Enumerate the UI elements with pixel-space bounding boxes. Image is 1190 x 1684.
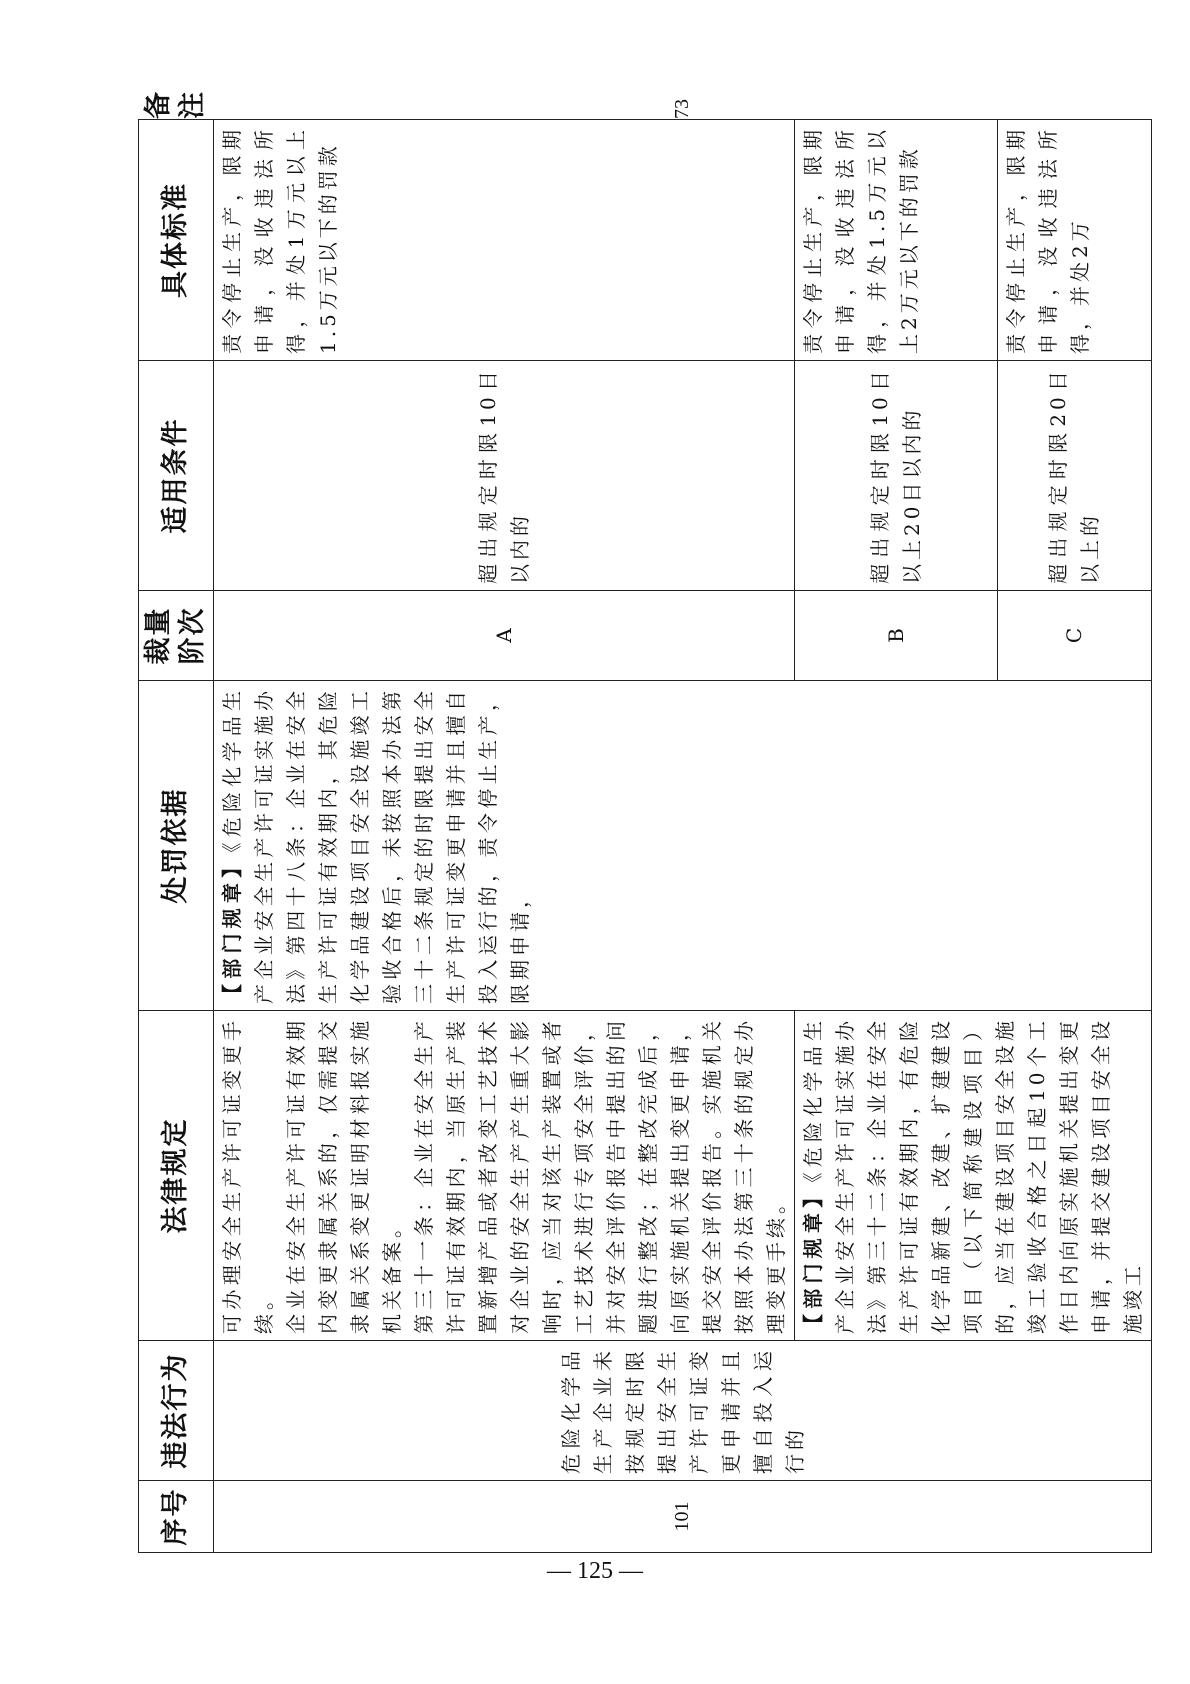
page-number: — 125 — <box>547 1558 643 1584</box>
penalty-table <box>138 90 1152 1553</box>
law-continued-c: 第三十一条：企业在安全生产许可证有效期内，当原生产装置新增产品或者改变工艺技术对企业的安全生产产生重大影响时，应当对该生产装置或者工艺技术进行专项安全评价，并对安全评价报告中提出的问题进行整改；在整改完成后，向原实施机关提出变更申请，提交安全评价报告。实施机关按照本办法第三十条的规定办理变更手续。 <box>412 1017 788 1334</box>
law-continued-b: 企业在安全生产许可证有效期内变更隶属关系的，仅需提交隶属关系变更证明材料报实施机关备案。 <box>284 1017 404 1334</box>
header-condition: 适用条件 <box>139 361 214 591</box>
header-seq: 序号 <box>139 1481 214 1553</box>
cell-condition-b: 超出规定时限10日以上20日以内的 <box>795 361 998 591</box>
cell-level-b: B <box>795 591 998 681</box>
cell-condition-a: 超出规定时限10日以内的 <box>214 361 795 591</box>
cell-level-c: C <box>997 591 1151 681</box>
cell-standard-b: 责令停止生产，限期申请，没收违法所得，并处1.5万元以上2万元以下的罚款 <box>795 120 998 361</box>
cell-seq: 101 <box>214 1481 1152 1553</box>
law-continued-a: 可办理安全生产许可证变更手续。 <box>220 1017 276 1334</box>
cell-law-continued <box>214 1011 795 1341</box>
cell-standard-c: 责令停止生产，限期申请，没收违法所得，并处2万 <box>997 120 1151 361</box>
header-level: 裁量阶次 <box>139 591 214 681</box>
table-row: 101 危险化学品生产企业未按规定时限提出安全生产许可证变更申请并且擅自投入运行的 可办理安全生产许可证变更手续。 企业在安全生产许可证有效期内变更隶属关系的，仅需提交隶属关系变更证明材料报实施机关备案。 第三十一条：企业在安全生产许可证有效期内，当原生产装置新增产品或者改变工艺技术对企业的安全生产产生重大影响时，应当对该生产装置或者工艺技术进行专项安全评价，并对安全评价报告中提出的问题进行整改；在整改完成后，向原实施机关提出变更申请，提交安全评价报告。实施机关按照本办法第三十条的规定办理变更手续。 【部门规章】《危险化学品生产企业安全生产许可证实施办法》第四十八条：企业在安全生产许可证有效期内，其危险化学品建设项目安全设施竣工验收合格后，未按照本办法第三十二条规定的时限提出安全生产许可证变更申请并且擅自投入运行的，责令停止生产，限期申请， A 超出规定时限10日以内的 责令停止生产，限期申请，没收违法所得，并处1万元以上1.5万元以下的罚款 73 <box>214 120 795 1553</box>
law-tag: 【部门规章】 <box>801 1182 825 1334</box>
cell-basis <box>214 681 1152 1011</box>
cell-behavior: 危险化学品生产企业未按规定时限提出安全生产许可证变更申请并且擅自投入运行的 <box>214 1341 1152 1481</box>
header-law: 法律规定 <box>139 1011 214 1341</box>
cell-level-a: A <box>214 591 795 681</box>
header-row: 序号 违法行为 法律规定 处罚依据 裁量阶次 适用条件 具体标准 备注 <box>139 120 214 1553</box>
cell-standard-a: 责令停止生产，限期申请，没收违法所得，并处1万元以上1.5万元以下的罚款 <box>214 120 795 361</box>
rotated-table-wrapper <box>138 90 1145 1553</box>
basis-text: 《危险化学品生产企业安全生产许可证实施办法》第四十八条：企业在安全生产许可证有效期内，其危险化学品建设项目安全设施竣工验收合格后，未按照本办法第三十二条规定的时限提出安全生产许可证变更申请并且擅自投入运行的，责令停止生产，限期申请， <box>220 687 532 1004</box>
header-behavior: 违法行为 <box>139 1341 214 1481</box>
law-text: 《危险化学品生产企业安全生产许可证实施办法》第三十二条：企业在安全生产许可证有效期内，有危险化学品新建、改建、扩建建设项目（以下简称建设项目）的，应当在建设项目安全设施竣工验收合格之日起10个工作日内向原实施机关提出变更申请，并提交建设项目安全设施竣工 <box>801 1017 1145 1334</box>
header-basis: 处罚依据 <box>139 681 214 1011</box>
cell-condition-c: 超出规定时限20日以上的 <box>997 361 1151 591</box>
cell-law <box>795 1011 1152 1341</box>
basis-tag: 【部门规章】 <box>220 852 244 1004</box>
header-standard: 具体标准 <box>139 120 214 361</box>
document-page <box>138 90 1145 1553</box>
